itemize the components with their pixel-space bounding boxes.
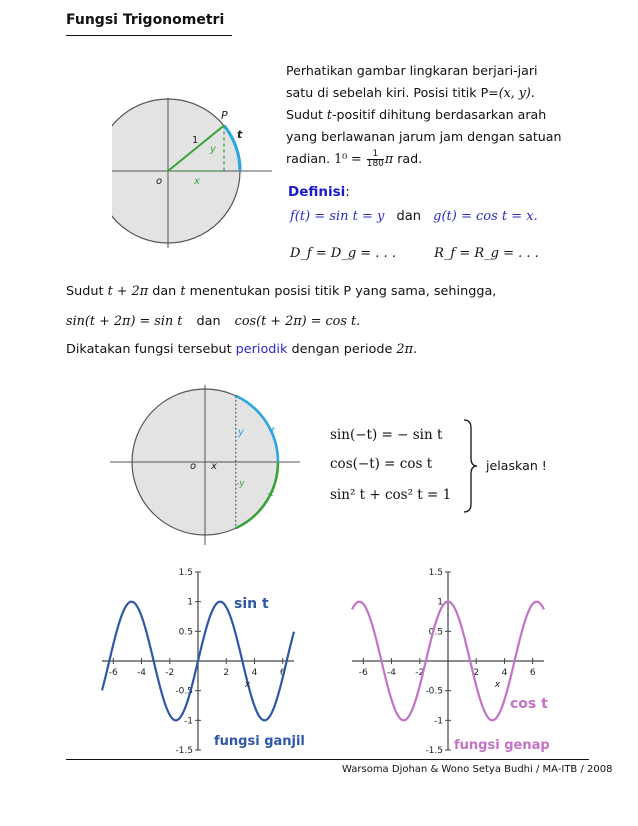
period-t-plus-2pi: t + 2π: [107, 284, 149, 299]
label-y: y: [210, 144, 216, 155]
y-tick-label: 1: [437, 597, 443, 608]
y-tick-label: -0.5: [425, 686, 443, 697]
period-value: 2π.: [396, 342, 418, 357]
definition-colon: :: [345, 184, 350, 200]
symmetry-circle-diagram: [110, 385, 300, 545]
chart-caption: fungsi ganjil: [214, 734, 305, 749]
label-origin: o: [156, 176, 163, 187]
identity-3: sin² t + cos² t = 1: [330, 487, 452, 503]
y-tick-label: 1.5: [428, 568, 443, 578]
definition-heading: [288, 184, 350, 200]
x-axis-label: x: [244, 680, 251, 690]
domain-range-line: [290, 246, 539, 261]
domain-expression: D_f = D_g = . . .: [290, 246, 396, 261]
y-tick-label: -1: [184, 716, 193, 727]
x-tick-label: 4: [251, 668, 258, 678]
x-tick-label: 2: [223, 668, 230, 678]
function-label: sin t: [234, 596, 269, 612]
intro-line-5-b: rad.: [393, 151, 423, 166]
footer-rule: [66, 759, 589, 760]
unit-circle-diagram: [112, 98, 286, 248]
period-line-1-b: dan: [148, 284, 181, 299]
circle2-label-neg-t: -t: [267, 489, 274, 499]
intro-t: t: [326, 107, 332, 122]
period-line-1-a: Sudut: [66, 284, 108, 299]
chart-caption: fungsi genap: [454, 738, 550, 753]
identity-2: cos(−t) = cos t: [330, 456, 433, 472]
sine-chart: [88, 560, 306, 760]
explain-note: jelaskan !: [486, 458, 547, 473]
intro-paragraph: [286, 60, 588, 170]
title-underline: [66, 35, 232, 36]
fraction-numerator: 1: [367, 150, 384, 160]
definition-f: f(t) = sin t = y: [290, 209, 385, 224]
function-label: cos t: [510, 696, 548, 712]
x-axis-label: x: [494, 680, 501, 690]
x-tick-label: 6: [529, 668, 536, 678]
identity-brace: [462, 418, 478, 514]
period-line-3: [66, 342, 417, 357]
period-and: dan: [196, 314, 221, 329]
period-t: t: [180, 284, 186, 299]
x-tick-label: -4: [137, 668, 147, 678]
intro-line-3-b: -positif dihitung berdasarkan arah: [331, 107, 547, 122]
x-tick-label: -2: [165, 668, 175, 678]
label-P: P: [221, 109, 228, 122]
intro-point-xy: (x, y).: [498, 85, 535, 100]
intro-line-5: [286, 148, 588, 170]
circle2-label-x: x: [211, 461, 217, 472]
cosine-chart: [338, 560, 556, 760]
circle2-label-t: t: [271, 426, 275, 437]
definition-label: Definisi: [288, 184, 346, 200]
definition-and: dan: [396, 209, 422, 224]
y-tick-label: 0.5: [428, 627, 443, 638]
intro-line-3: [286, 104, 588, 126]
y-tick-label: 0.5: [178, 627, 193, 638]
periodik-term: periodik: [235, 342, 288, 357]
period-sin-identity: sin(t + 2π) = sin t: [66, 314, 183, 329]
definition-line: [290, 209, 538, 224]
period-line-3-a: Dikatakan fungsi tersebut: [66, 342, 236, 357]
label-t: t: [237, 128, 243, 141]
intro-line-3-a: Sudut: [286, 107, 327, 122]
fraction: [367, 150, 384, 169]
y-tick-label: 1.5: [178, 568, 193, 578]
definition-g: g(t) = cos t = x.: [433, 209, 538, 224]
circle2-label-origin: o: [190, 461, 197, 472]
intro-line-1: Perhatikan gambar lingkaran berjari-jari: [286, 63, 538, 78]
intro-pi: π: [384, 151, 394, 166]
x-tick-label: 6: [279, 668, 286, 678]
circle2-label-neg-y: -y: [236, 479, 245, 489]
x-tick-label: -6: [108, 668, 118, 678]
intro-line-2-text: satu di sebelah kiri. Posisi titik P=: [286, 85, 499, 100]
period-line-2: [66, 314, 360, 329]
x-tick-label: 4: [501, 668, 508, 678]
period-line-3-b: dengan periode: [287, 342, 397, 357]
period-line-1-c: menentukan posisi titik P yang sama, sehingga,: [185, 284, 497, 299]
range-expression: R_f = R_g = . . .: [434, 246, 539, 261]
fraction-denominator: 180: [366, 159, 384, 169]
x-tick-label: 2: [473, 668, 480, 678]
intro-line-5-a: radian.: [286, 151, 335, 166]
y-tick-label: -0.5: [175, 686, 193, 697]
identity-1: sin(−t) = − sin t: [330, 427, 443, 443]
intro-degree: 1⁰ =: [334, 151, 362, 166]
y-tick-label: -1.5: [425, 746, 443, 756]
x-tick-label: -4: [387, 668, 397, 678]
label-radius: 1: [192, 135, 199, 146]
period-line-1: [66, 284, 496, 299]
footer-credit: Warsoma Djohan & Wono Setya Budhi / MA-ITB / 2008: [342, 764, 613, 775]
intro-line-4: yang berlawanan jarum jam dengan satuan: [286, 129, 562, 144]
x-tick-label: -6: [358, 668, 368, 678]
y-tick-label: -1.5: [175, 746, 193, 756]
y-tick-label: 1: [187, 597, 193, 608]
circle2-label-y: y: [238, 427, 244, 438]
period-cos-identity: cos(t + 2π) = cos t.: [234, 314, 361, 329]
x-tick-label: -2: [415, 668, 425, 678]
y-tick-label: -1: [434, 716, 443, 727]
label-x: x: [194, 176, 200, 187]
page-title: Fungsi Trigonometri: [66, 12, 225, 28]
intro-line-2: [286, 82, 588, 104]
